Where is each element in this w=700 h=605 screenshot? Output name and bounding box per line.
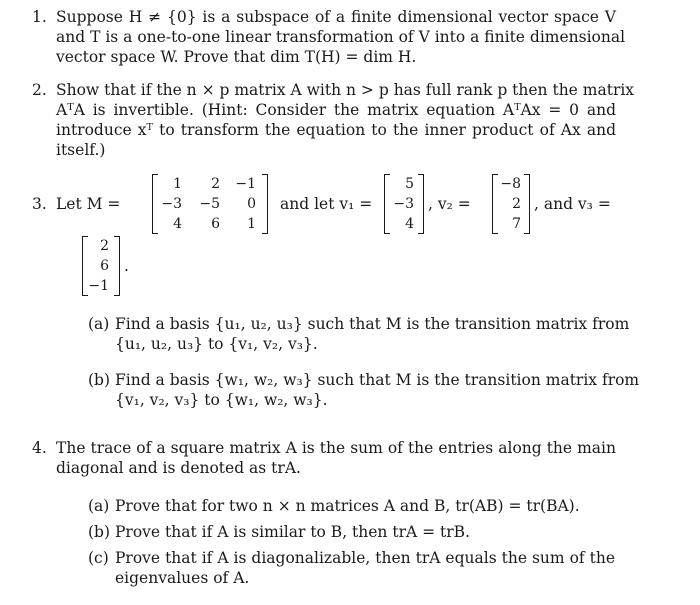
- problem-4b-line-1: Prove that if A is similar to B, then trA = trB.: [115, 523, 470, 541]
- matrix-m-right-bracket: [262, 174, 268, 234]
- problem-4b-label: (b): [88, 523, 111, 541]
- problem-3a-line-2: {u₁, u₂, u₃} to {v₁, v₂, v₃}.: [115, 335, 318, 353]
- vector-v1-entry: −3: [393, 196, 414, 212]
- problem-2-line-3: introduce xᵀ to transform the equation to the inner product of Ax and: [56, 121, 616, 139]
- problem-1: [32, 7, 626, 67]
- problem-3a-line-1: Find a basis {u₁, u₂, u₃} such that M is the transition matrix from: [115, 315, 630, 333]
- vector-v3-entry: 6: [100, 258, 109, 274]
- vector-v3-right-bracket: [114, 236, 120, 296]
- problem-4c-line-1: Prove that if A is diagonalizable, then trA equals the sum of the: [115, 549, 615, 567]
- problem-2-line-1: Show that if the n × p matrix A with n > p has full rank p then the matrix: [56, 81, 635, 99]
- vector-v2-entry: −8: [500, 176, 521, 192]
- problem-3-and-let: and let v₁ =: [280, 195, 373, 213]
- vector-v2-entry: 2: [512, 196, 521, 212]
- vector-v1-right-bracket: [418, 174, 424, 234]
- problem-4c-label: (c): [88, 549, 109, 567]
- vector-v2: [492, 174, 530, 234]
- problem-4-number: 4.: [32, 439, 47, 457]
- problem-3-period: .: [124, 257, 129, 275]
- vector-v2-entry: 7: [512, 216, 521, 232]
- problem-2-line-2: AᵀA is invertible. (Hint: Consider the matrix equation AᵀAx = 0 and: [56, 101, 616, 119]
- problem-4c-text: [115, 548, 615, 588]
- problem-3-let: Let M =: [56, 195, 121, 213]
- problem-4c-line-2: eigenvalues of A.: [115, 569, 250, 587]
- problem-3b-line-1: Find a basis {w₁, w₂, w₃} such that M is the transition matrix from: [115, 371, 640, 389]
- vector-v1-entry: 5: [405, 176, 414, 192]
- problem-3b-label: (b): [88, 371, 111, 389]
- matrix-m-entry: 0: [247, 196, 256, 212]
- problem-1-number: 1.: [32, 8, 47, 26]
- problem-2-line-4: itself.): [56, 141, 106, 159]
- problem-3b-text: [115, 370, 640, 410]
- vector-v3-entry: −1: [88, 278, 109, 294]
- problem-2-number: 2.: [32, 81, 47, 99]
- problem-4a-text: [115, 496, 615, 516]
- matrix-m-entry: 1: [173, 176, 182, 192]
- matrix-m-left-bracket: [152, 174, 158, 234]
- problem-2: [32, 80, 635, 160]
- matrix-m-entry: −1: [235, 176, 256, 192]
- vector-v1-entry: 4: [405, 216, 414, 232]
- vector-v3: [82, 236, 120, 296]
- problem-4-line-2: diagonal and is denoted as trA.: [56, 459, 301, 477]
- matrix-m: [152, 174, 268, 234]
- matrix-m-entry: 6: [211, 216, 220, 232]
- problem-1-line-1: Suppose H ≠ {0} is a subspace of a finite dimensional vector space V: [56, 8, 616, 26]
- problem-4: [32, 438, 616, 478]
- problem-4-line-1: The trace of a square matrix A is the sum of the entries along the main: [56, 439, 616, 457]
- matrix-m-entry: 4: [173, 216, 182, 232]
- problem-3a-label: (a): [88, 315, 110, 333]
- matrix-m-entry: −5: [199, 196, 220, 212]
- vector-v1: [384, 174, 424, 234]
- problem-3-v3-label: , and v₃ =: [534, 195, 611, 213]
- problem-4a-label: (a): [88, 497, 110, 515]
- problem-1-line-2: and T is a one-to-one linear transformation of V into a finite dimensional: [56, 28, 626, 46]
- problem-4b-text: [115, 522, 615, 542]
- problem-4a-line-1: Prove that for two n × n matrices A and B, tr(AB) = tr(BA).: [115, 497, 580, 515]
- problem-3-number: 3.: [32, 195, 47, 213]
- matrix-m-entry: 2: [211, 176, 220, 192]
- problem-3a-text: [115, 314, 630, 354]
- vector-v3-entry: 2: [100, 238, 109, 254]
- problem-3-v2-label: , v₂ =: [428, 195, 471, 213]
- matrix-m-entry: 1: [247, 216, 256, 232]
- problem-3b-line-2: {v₁, v₂, v₃} to {w₁, w₂, w₃}.: [115, 391, 328, 409]
- vector-v2-right-bracket: [524, 174, 530, 234]
- matrix-m-entry: −3: [161, 196, 182, 212]
- problem-1-line-3: vector space W. Prove that dim T(H) = dim H.: [56, 48, 417, 66]
